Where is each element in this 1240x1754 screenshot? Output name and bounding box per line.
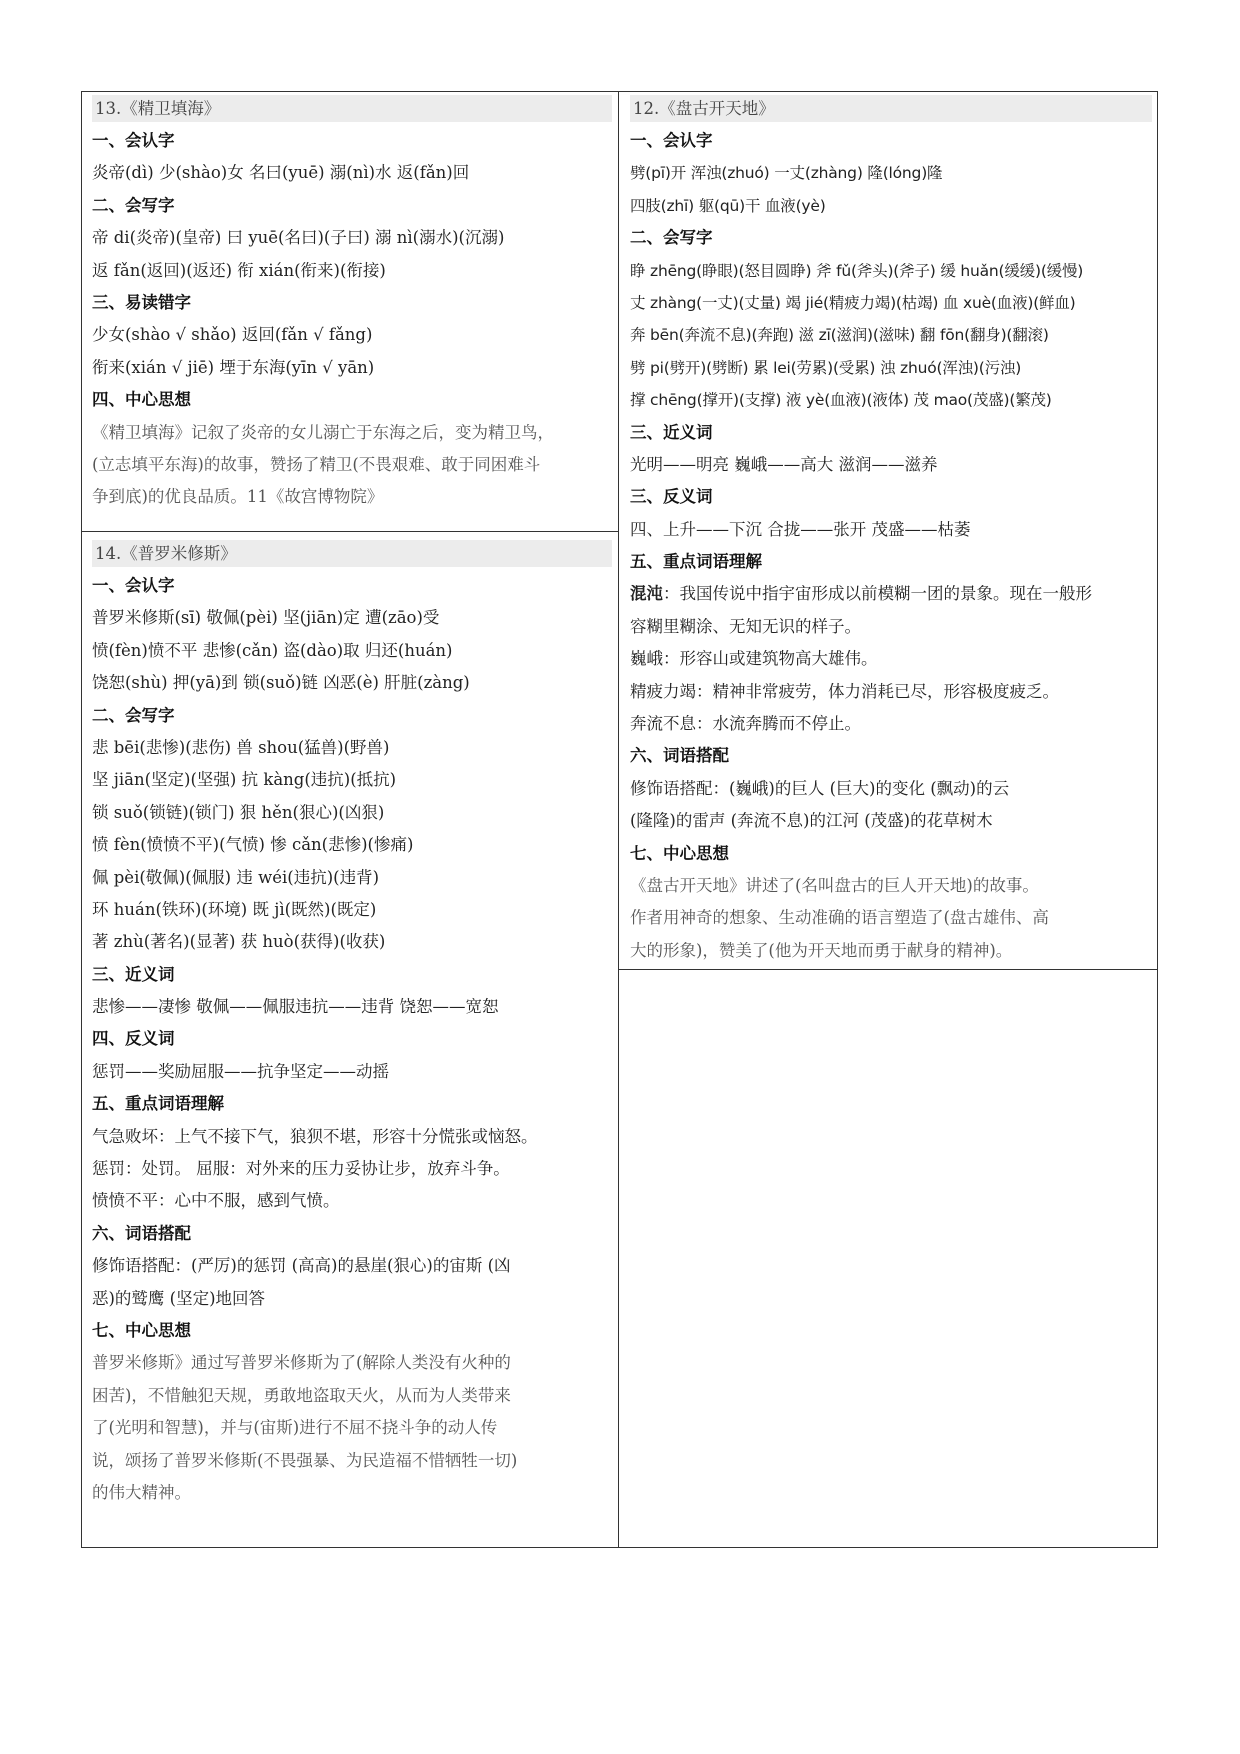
text-line: 恶)的鹫鹰 (坚定)地回答 (92, 1288, 266, 1308)
section-heading: 一、会认字 (92, 576, 175, 595)
row-divider-left (81, 531, 618, 532)
text-line: 炎帝(dì) 少(shào)女 名曰(yuē) 溺(nì)水 返(fǎn)回 (92, 163, 470, 183)
text-line: (立志填平东海)的故事，赞扬了精卫(不畏艰难、敢于同困难斗 (92, 454, 541, 474)
text-line: 气急败坏：上气不接下气，狼狈不堪，形容十分慌张或恼怒。 (92, 1126, 538, 1146)
section-heading: 一、会认字 (92, 131, 175, 150)
text-line: 锁 suǒ(锁链)(锁门) 狠 hěn(狠心)(凶狠) (92, 802, 385, 822)
text-line: 普罗米修斯(sī) 敬佩(pèi) 坚(jiān)定 遭(zāo)受 (92, 608, 440, 628)
text-line: 普罗米修斯》通过写普罗米修斯为了(解除人类没有火种的 (92, 1353, 511, 1373)
text-line: 了(光明和智慧)，并与(宙斯)进行不屈不挠斗争的动人传 (92, 1418, 498, 1438)
text-line: 修饰语搭配：(严厉)的惩罚 (高高)的悬崖(狠心)的宙斯 (凶 (92, 1256, 511, 1276)
text-line: 说，颂扬了普罗米修斯(不畏强暴、为民造福不惜牺牲一切) (92, 1450, 518, 1470)
section-heading: 二、会写字 (92, 195, 175, 215)
text-line: 愤愤不平：心中不服，感到气愤。 (92, 1191, 340, 1211)
text-line: 惩罚：处罚。 屈服：对外来的压力妥协让步，放弃斗争。 (92, 1159, 510, 1179)
text-line: 精疲力竭：精神非常疲劳，体力消耗已尽，形容极度疲乏。 (630, 681, 1059, 701)
text-line: 光明——明亮 巍峨——高大 滋润——滋养 (630, 454, 938, 474)
text-line: 《盘古开天地》讲述了(名叫盘古的巨人开天地)的故事。 (630, 875, 1039, 895)
text-line: 愤 fèn(愤愤不平)(气愤) 惨 cǎn(悲惨)(惨痛) (92, 835, 414, 855)
text-line: 愤(fèn)愤不平 悲惨(cǎn) 盗(dào)取 归还(huán) (92, 640, 453, 660)
text-line: 大的形象)，赞美了(他为开天地而勇于献身的精神)。 (630, 940, 1013, 960)
section-heading: 三、易读错字 (92, 292, 191, 312)
section-heading: 五、重点词语理解 (92, 1094, 224, 1114)
section-heading: 六、词语搭配 (92, 1223, 191, 1243)
section-heading: 三、反义词 (630, 487, 713, 507)
text-line (630, 578, 1152, 610)
lesson-12-cell (630, 95, 1152, 967)
text-line: 劈 pi(劈开)(劈断) 累 lei(劳累)(受累) 浊 zhuó(浑浊)(污浊) (630, 358, 1022, 377)
section-heading: 三、近义词 (92, 964, 175, 984)
row-divider-right (618, 969, 1158, 970)
text-line: 奔 bēn(奔流不息)(奔跑) 滋 zī(滋润)(滋味) 翻 fōn(翻身)(翻滚) (630, 326, 1049, 345)
lesson-13-cell (92, 95, 612, 514)
column-divider (618, 91, 619, 1548)
text-line: 惩罚——奖励屈服——抗争坚定——动摇 (92, 1061, 389, 1081)
text-line: 奔流不息：水流奔腾而不停止。 (630, 714, 861, 734)
text-line: 少女(shào √ shǎo) 返回(fǎn √ fǎng) (92, 325, 373, 345)
text-line: 佩 pèi(敬佩)(佩服) 违 wéi(违抗)(违背) (92, 867, 380, 887)
text-line: 丈 zhàng(一丈)(丈量) 竭 jié(精疲力竭)(枯竭) 血 xuè(血液)(鲜血) (630, 293, 1076, 312)
section-heading: 二、会写字 (630, 228, 713, 248)
text-line: 《精卫填海》记叙了炎帝的女儿溺亡于东海之后，变为精卫鸟， (92, 422, 554, 442)
text-line: 容糊里糊涂、无知无识的样子。 (630, 616, 861, 636)
text-line: 四、上升——下沉 合拢——张开 茂盛——枯萎 (630, 519, 971, 539)
lesson-title: 14.《普罗米修斯》 (92, 540, 612, 567)
lesson-14-cell (92, 540, 612, 1509)
lesson-title: 13.《精卫填海》 (92, 95, 612, 122)
section-heading: 六、词语搭配 (630, 746, 729, 766)
text-line: 著 zhù(著名)(显著) 获 huò(获得)(收获) (92, 932, 386, 952)
text-line: 巍峨：形容山或建筑物高大雄伟。 (630, 649, 878, 669)
section-heading: 四、反义词 (92, 1029, 175, 1049)
section-heading: 七、中心思想 (630, 843, 729, 863)
text-line: 环 huán(铁环)(环境) 既 jì(既然)(既定) (92, 899, 377, 919)
section-heading: 七、中心思想 (92, 1320, 191, 1340)
section-heading: 一、会认字 (630, 131, 713, 150)
text-line: 劈(pī)开 浑浊(zhuó) 一丈(zhàng) 隆(lóng)隆 (630, 164, 943, 183)
text-line: 争到底)的优良品质。11《故宫博物院》 (92, 487, 384, 507)
text-line: 睁 zhēng(睁眼)(怒目圆睁) 斧 fǔ(斧头)(斧子) 缓 huǎn(缓缓)(缓慢) (630, 261, 1084, 280)
text-line: 衔来(xián √ jiē) 堙于东海(yīn √ yān) (92, 357, 375, 377)
text-line: 撑 chēng(撑开)(支撑) 液 yè(血液)(液体) 茂 mao(茂盛)(繁茂) (630, 391, 1052, 410)
text-line: 悲 bēi(悲惨)(悲伤) 兽 shou(猛兽)(野兽) (92, 737, 390, 757)
text-line: (隆隆)的雷声 (奔流不息)的江河 (茂盛)的花草树木 (630, 811, 993, 831)
text-line: 作者用神奇的想象、生动准确的语言塑造了(盘古雄伟、高 (630, 908, 1049, 928)
text-line: 修饰语搭配：(巍峨)的巨人 (巨大)的变化 (飘动)的云 (630, 778, 1010, 798)
text-line: 的伟大精神。 (92, 1482, 191, 1502)
section-heading: 二、会写字 (92, 705, 175, 725)
lesson-title: 12.《盘古开天地》 (630, 95, 1152, 122)
text-line: 返 fǎn(返回)(返还) 衔 xián(衔来)(衔接) (92, 260, 386, 280)
section-heading: 三、近义词 (630, 422, 713, 442)
term-label: 混沌 (630, 584, 663, 604)
section-heading: 五、重点词语理解 (630, 552, 762, 572)
text-line: 帝 di(炎帝)(皇帝) 曰 yuē(名曰)(子曰) 溺 nì(溺水)(沉溺) (92, 228, 505, 248)
term-definition: ：我国传说中指宇宙形成以前模糊一团的景象。现在一般形 (663, 584, 1092, 604)
text-line: 悲惨——凄惨 敬佩——佩服违抗——违背 饶恕——宽恕 (92, 997, 499, 1017)
text-line: 困苦)，不惜触犯天规，勇敢地盗取天火，从而为人类带来 (92, 1385, 511, 1405)
text-line: 四肢(zhī) 躯(qū)干 血液(yè) (630, 196, 826, 215)
text-line: 饶恕(shù) 押(yā)到 锁(suǒ)链 凶恶(è) 肝脏(zàng) (92, 673, 470, 693)
text-line: 坚 jiān(坚定)(坚强) 抗 kàng(违抗)(抵抗) (92, 770, 397, 790)
section-heading: 四、中心思想 (92, 390, 191, 410)
